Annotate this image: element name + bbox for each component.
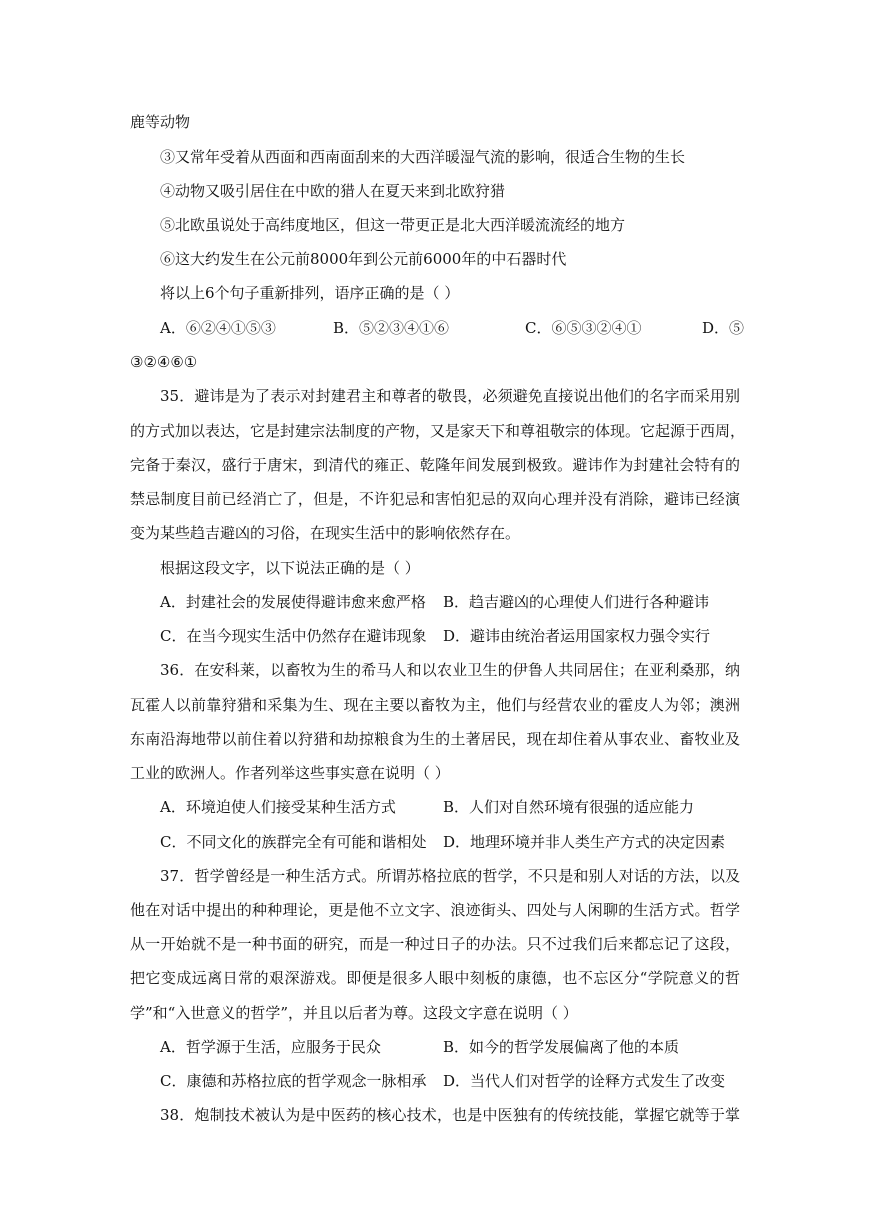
q36-paragraph-line-2: 瓦霍人以前靠狩猎和采集为生、现在主要以畜牧为主，他们与经营农业的霍皮人为邻；澳洲: [130, 696, 740, 714]
q34-sentence-3: ③又常年受着从西面和西南面刮来的大西洋暖湿气流的影响，很适合生物的生长: [160, 148, 686, 166]
q35-options-row-2: [160, 626, 740, 646]
q36-option-b: B．人们对自然环境有很强的适应能力: [443, 798, 695, 816]
q37-options-row-2: [160, 1071, 740, 1091]
q34-options: [160, 318, 745, 338]
q35-paragraph-line-4: 禁忌制度目前已经消亡了，但是，不许犯忌和害怕犯忌的双向心理并没有消除，避讳已经演: [130, 490, 740, 508]
q34-option-a: A．⑥②④①⑤③: [160, 319, 276, 337]
q36-option-c: C．不同文化的族群完全有可能和谐相处: [160, 833, 427, 851]
q37-paragraph-line-2: 他在对话中提出的种种理论，更是他不立文字、浪迹街头、四处与人闲聊的生活方式。哲学: [130, 901, 740, 919]
q37-paragraph-line-4: 把它变成远离日常的艰深游戏。即便是很多人眼中刻板的康德，也不忘区分“学院意义的哲: [130, 969, 740, 987]
q37-paragraph-line-1: 37．哲学曾经是一种生活方式。所谓苏格拉底的哲学，不只是和别人对话的方法，以及: [160, 867, 740, 885]
q37-option-a: A．哲学源于生活，应服务于民众: [160, 1038, 381, 1056]
q37-options-row-1: [160, 1037, 740, 1057]
q34-option-c: C．⑥⑤③②④①: [525, 319, 642, 337]
q35-options-row-1: [160, 592, 740, 612]
q37-paragraph-line-3: 从一开始就不是一种书面的研究，而是一种过日子的办法。只不过我们后来都忘记了这段，: [130, 935, 740, 953]
q36-options-row-1: [160, 797, 740, 817]
q34-option-d-continued: ③②④⑥①: [130, 353, 198, 371]
q35-option-c: C．在当今现实生活中仍然存在避讳现象: [160, 627, 427, 645]
q35-paragraph-line-3: 完备于秦汉，盛行于唐宋，到清代的雍正、乾隆年间发展到极致。避讳作为封建社会特有的: [130, 456, 740, 474]
q36-paragraph-line-4: 工业的欧洲人。作者列举这些事实意在说明（ ）: [130, 764, 450, 782]
q35-option-d: D．避讳由统治者运用国家权力强令实行: [443, 627, 711, 645]
q36-option-a: A．环境迫使人们接受某种生活方式: [160, 798, 396, 816]
q34-sentence-6: ⑥这大约发生在公元前8000年到公元前6000年的中石器时代: [160, 250, 567, 268]
q35-paragraph-line-5: 变为某些趋吉避凶的习俗，在现实生活中的影响依然存在。: [130, 524, 521, 542]
q37-option-c: C．康德和苏格拉底的哲学观念一脉相承: [160, 1072, 427, 1090]
q36-options-row-2: [160, 832, 740, 852]
q38-paragraph-line-1: 38．炮制技术被认为是中医药的核心技术，也是中医独有的传统技能，掌握它就等于掌: [160, 1106, 740, 1124]
q37-option-b: B．如今的哲学发展偏离了他的本质: [443, 1038, 680, 1056]
q35-paragraph-line-2: 的方式加以表达，它是封建宗法制度的产物，又是家天下和尊祖敬宗的体现。它起源于西周，: [130, 422, 746, 440]
q34-sentence-4: ④动物又吸引居住在中欧的猎人在夏天来到北欧狩猎: [160, 182, 506, 200]
q34-sentence-5: ⑤北欧虽说处于高纬度地区，但这一带更正是北大西洋暖流流经的地方: [160, 216, 626, 234]
q34-question: 将以上6个句子重新排列，语序正确的是（ ）: [160, 284, 460, 302]
q34-option-d: D．⑤: [702, 319, 745, 337]
q35-option-a: A．封建社会的发展使得避讳愈来愈严格: [160, 593, 426, 611]
q37-option-d: D．当代人们对哲学的诠释方式发生了改变: [443, 1072, 726, 1090]
q34-option-b: B．⑤②③④①⑥: [333, 319, 450, 337]
q35-question: 根据这段文字，以下说法正确的是（ ）: [160, 559, 420, 577]
q36-option-d: D．地理环境并非人类生产方式的决定因素: [443, 833, 726, 851]
q36-paragraph-line-3: 东南沿海地带以前住着以狩猎和劫掠粮食为生的土著居民，现在却住着从事农业、畜牧业及: [130, 730, 740, 748]
q37-paragraph-line-5: 学”和“入世意义的哲学”，并且以后者为尊。这段文字意在说明（ ）: [130, 1004, 578, 1022]
q35-paragraph-line-1: 35．避讳是为了表示对封建君主和尊者的敬畏，必须避免直接说出他们的名字而采用别: [160, 387, 740, 405]
q35-option-b: B．趋吉避凶的心理使人们进行各种避讳: [443, 593, 710, 611]
q34-fragment: 鹿等动物: [130, 113, 191, 131]
q36-paragraph-line-1: 36．在安科莱，以畜牧为生的希马人和以农业卫生的伊鲁人共同居住；在亚利桑那，纳: [160, 661, 740, 679]
